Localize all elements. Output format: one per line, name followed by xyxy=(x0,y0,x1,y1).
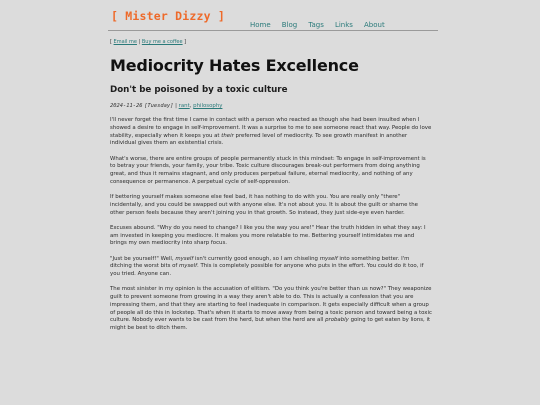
paragraph-2: What's worse, there are entire groups of people permanently stuck in this mindset: To engage in self-improvement is to betray your friends, your family, your tribe. Toxic culture discourages break-out performers from doing anything great, and thus it remains stagnant, and only produces perpetual failure, eternal mediocrity, and nothing of any consequence or permanence. A perpetual cycle of self-oppression. xyxy=(110,155,426,185)
site-header xyxy=(108,0,438,31)
main-content xyxy=(110,39,432,340)
bracket-open: [ xyxy=(110,39,114,45)
email-me-link[interactable]: Email me xyxy=(113,39,137,45)
nav-tags[interactable]: Tags xyxy=(308,21,324,29)
buy-coffee-link[interactable]: Buy me a coffee xyxy=(141,39,183,45)
tag-rant-link[interactable]: rant xyxy=(178,103,190,109)
nav-home[interactable]: Home xyxy=(250,21,271,29)
paragraph-5: "Just be yourself!" Well, myself isn't currently good enough, so I am chiseling myself into something better. I'm ditching the worst bits of myself. This is completely possible for anyone who puts in the effort. You could do it too, if you tried. Anyone can. xyxy=(110,255,424,277)
contact-links xyxy=(110,39,432,46)
paragraph-1: I'll never forget the first time I came in contact with a person who reacted as though she had been insulted when I showed a desire to engage in self-improvement. It was a surprise to me to see someone react that way. People do love stability, especially when it keeps you at their preferred level of mediocrity. To see growth manifest in another individual gives them an existential crisis. xyxy=(110,117,432,147)
post-body xyxy=(110,117,432,333)
post-date: 2024-11-26 xyxy=(110,103,143,109)
paragraph-6: The most sinister in my opinion is the accusation of elitism. "Do you think you're better than us now?" They weaponize guilt to prevent someone from growing in a way they aren't able to do. This is actually a confession that you are impressing them, and that they are starting to feel inadequate in comparison. It gets especially difficult when a group of people all do this in lockstep. That's when it starts to move away from being a toxic person and toward being a toxic culture. Nobody ever wants to be cast from the herd, but when the herd are all probably going to get eaten by lions, it might be best to ditch them. xyxy=(110,286,432,331)
post-weekday: [Tuesday] xyxy=(144,103,174,109)
paragraph-3: If bettering yourself makes someone else feel bad, it has nothing to do with you. You are really only "there" incidentally, and you could be swapped out with anyone else. It's not about you. It is about the guilt or shame the other person feels because they aren't joining you in that growth. So instead, they just side-eye even harder. xyxy=(110,194,418,216)
site-title-link[interactable]: [ Mister Dizzy ] xyxy=(111,9,225,23)
link-separator: | xyxy=(136,39,142,45)
post-title: Mediocrity Hates Excellence xyxy=(110,56,359,75)
main-nav xyxy=(250,12,391,31)
post-meta xyxy=(110,103,432,110)
nav-links[interactable]: Links xyxy=(334,21,353,29)
nav-blog[interactable]: Blog xyxy=(281,21,298,29)
meta-separator: | xyxy=(173,103,179,109)
post-subtitle: Don't be poisoned by a toxic culture xyxy=(110,85,288,95)
tag-comma: , xyxy=(189,103,194,109)
bracket-close: ] xyxy=(182,39,187,45)
nav-about[interactable]: About xyxy=(364,21,385,29)
paragraph-4: Excuses abound. "Why do you need to change? I like you the way you are!" Hear the truth hidden in what they say: I am invested in keeping you mediocre. It makes you more relatable to me. Bettering yourself intimidates me and brings my own mediocrity into sharp focus. xyxy=(110,224,426,247)
tag-philosophy-link[interactable]: philosophy xyxy=(193,103,223,109)
